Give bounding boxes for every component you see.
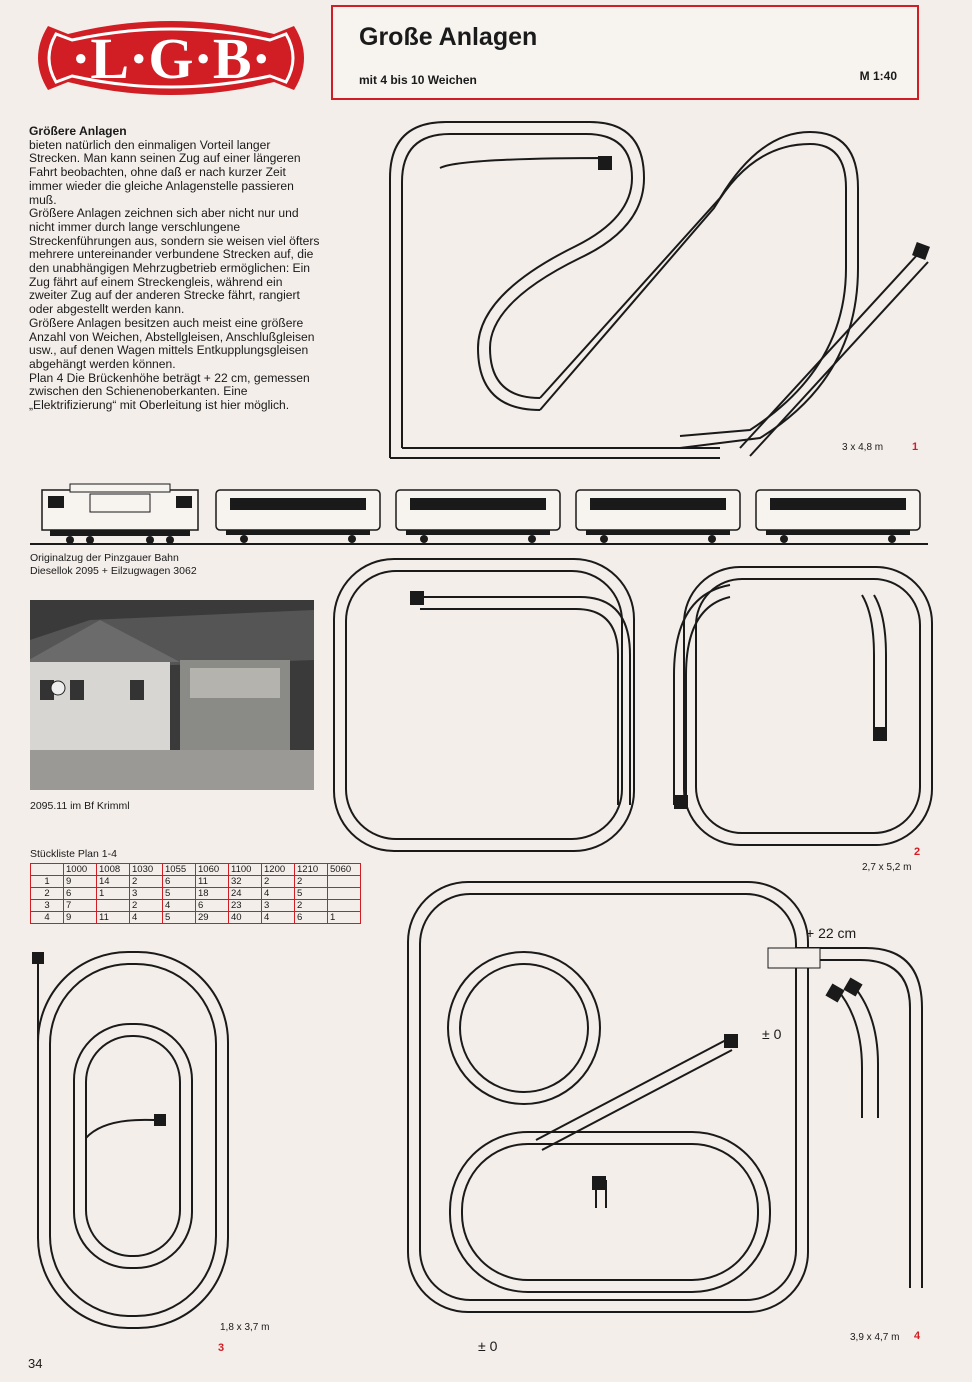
intro-paragraph: bieten natürlich den einmaligen Vorteil langer Strecken. Man kann seinen Zug auf einer längeren Fahrt beobachten, ohne daß er nach kurzer Zeit immer wieder die gleiche Anlagenstelle passieren muß. xyxy=(29,137,301,207)
coach-drawing xyxy=(396,490,560,543)
table-header-cell: 1100 xyxy=(229,864,262,876)
table-row xyxy=(31,900,361,912)
table-cell: 3 xyxy=(31,900,64,912)
coach-drawing xyxy=(216,490,380,543)
intro-paragraph: Größere Anlagen zeichnen sich aber nicht nur und nicht immer durch lange verschlungene Streckenführungen aus, sondern sie weisen viel öfters mehrere untereinander verbundene Strecken auf, die den unabhängigen Mehrzugbetrieb ermöglichen: Ein Zug fährt auf einem Streckengleis, während ein zweiter Zug auf der anderen Strecke fährt, rangiert oder abgestellt werden kann. xyxy=(29,206,320,317)
table-cell: 2 xyxy=(295,900,328,912)
table-cell: 1 xyxy=(31,876,64,888)
table-cell: 2 xyxy=(130,900,163,912)
table-cell: 3 xyxy=(262,900,295,912)
plan-number: 3 xyxy=(218,1342,225,1354)
table-cell: 6 xyxy=(196,900,229,912)
table-header-cell: 1055 xyxy=(163,864,196,876)
table-cell: 29 xyxy=(196,912,229,924)
plan-number: 4 xyxy=(914,1330,921,1342)
bridge-height-label: + 22 cm xyxy=(806,925,857,941)
parts-table-title: Stückliste Plan 1-4 xyxy=(30,848,117,860)
table-header-cell: 1030 xyxy=(130,864,163,876)
table-cell xyxy=(328,876,361,888)
lgb-logo xyxy=(28,8,314,108)
table-cell: 5 xyxy=(163,888,196,900)
plan-size-label: 3,9 x 4,7 m xyxy=(850,1332,900,1343)
train-drawing xyxy=(30,480,928,550)
table-cell: 4 xyxy=(130,912,163,924)
table-header-cell xyxy=(31,864,64,876)
table-cell: 4 xyxy=(163,900,196,912)
page-header xyxy=(331,5,919,100)
table-cell: 6 xyxy=(64,888,97,900)
table-row xyxy=(31,888,361,900)
plan-number: 1 xyxy=(912,441,919,453)
intro-heading: Größere Anlagen xyxy=(29,124,127,138)
table-cell: 11 xyxy=(196,876,229,888)
intro-paragraph: Plan 4 Die Brückenhöhe beträgt + 22 cm, gemessen zwischen den Schienenoberkanten. Eine „Elektrifizierung“ mit Oberleitung ist hier möglich. xyxy=(29,370,310,413)
table-cell: 4 xyxy=(262,888,295,900)
table-cell: 7 xyxy=(64,900,97,912)
table-cell: 9 xyxy=(64,912,97,924)
coach-drawing xyxy=(576,490,740,543)
table-cell xyxy=(328,900,361,912)
table-cell xyxy=(97,900,130,912)
track-plan-2 xyxy=(330,555,940,855)
table-cell: 40 xyxy=(229,912,262,924)
table-cell: 2 xyxy=(130,876,163,888)
table-cell: 1 xyxy=(97,888,130,900)
page-title: Große Anlagen xyxy=(359,23,538,51)
plan-size-label: 3 x 4,8 m xyxy=(842,442,884,453)
photo-caption: 2095.11 im Bf Krimml xyxy=(30,800,130,812)
table-cell: 4 xyxy=(262,912,295,924)
table-cell: 4 xyxy=(31,912,64,924)
train-caption-line: Diesellok 2095 + Eilzugwagen 3062 xyxy=(30,564,197,577)
plan-number: 2 xyxy=(914,846,921,858)
table-cell: 18 xyxy=(196,888,229,900)
table-cell: 11 xyxy=(97,912,130,924)
table-row xyxy=(31,912,361,924)
table-cell: 5 xyxy=(295,888,328,900)
page-subtitle: mit 4 bis 10 Weichen xyxy=(359,73,477,87)
table-header-cell: 1200 xyxy=(262,864,295,876)
table-cell: 5 xyxy=(163,912,196,924)
level-label: ± 0 xyxy=(478,1338,498,1354)
intro-text xyxy=(29,125,321,413)
scale-label: M 1:40 xyxy=(859,69,897,83)
table-header-cell: 1210 xyxy=(295,864,328,876)
page-number: 34 xyxy=(28,1356,43,1371)
table-cell: 6 xyxy=(163,876,196,888)
level-label: ± 0 xyxy=(762,1026,782,1042)
table-cell: 2 xyxy=(31,888,64,900)
table-header-row xyxy=(31,864,361,876)
train-caption xyxy=(30,552,197,577)
track-plan-1 xyxy=(380,118,940,478)
station-photo xyxy=(30,600,314,790)
table-cell: 2 xyxy=(262,876,295,888)
table-cell: 32 xyxy=(229,876,262,888)
table-cell: 23 xyxy=(229,900,262,912)
logo-text: ·L·G·B· xyxy=(71,26,271,91)
table-cell xyxy=(328,888,361,900)
intro-paragraph: Größere Anlagen besitzen auch meist eine größere Anzahl von Weichen, Abstellgleisen, Anschlußgleisen usw., auf denen Wagen mittels Entkupplungsgleisen abgehängt werden können. xyxy=(29,315,315,371)
track-plan-4 xyxy=(396,868,940,1328)
table-cell: 14 xyxy=(97,876,130,888)
table-header-cell: 1060 xyxy=(196,864,229,876)
plan-size-label: 1,8 x 3,7 m xyxy=(220,1322,270,1333)
table-header-cell: 1000 xyxy=(64,864,97,876)
table-cell: 1 xyxy=(328,912,361,924)
table-cell: 6 xyxy=(295,912,328,924)
track-plan-3 xyxy=(24,948,234,1338)
coach-drawing xyxy=(756,490,920,543)
table-cell: 24 xyxy=(229,888,262,900)
table-cell: 3 xyxy=(130,888,163,900)
table-header-cell: 1008 xyxy=(97,864,130,876)
table-header-cell: 5060 xyxy=(328,864,361,876)
table-cell: 2 xyxy=(295,876,328,888)
train-caption-line: Originalzug der Pinzgauer Bahn xyxy=(30,552,179,564)
parts-table xyxy=(30,863,361,924)
table-row xyxy=(31,876,361,888)
plan-size-label: 2,7 x 5,2 m xyxy=(862,862,912,873)
locomotive-drawing xyxy=(42,484,198,544)
table-cell: 9 xyxy=(64,876,97,888)
